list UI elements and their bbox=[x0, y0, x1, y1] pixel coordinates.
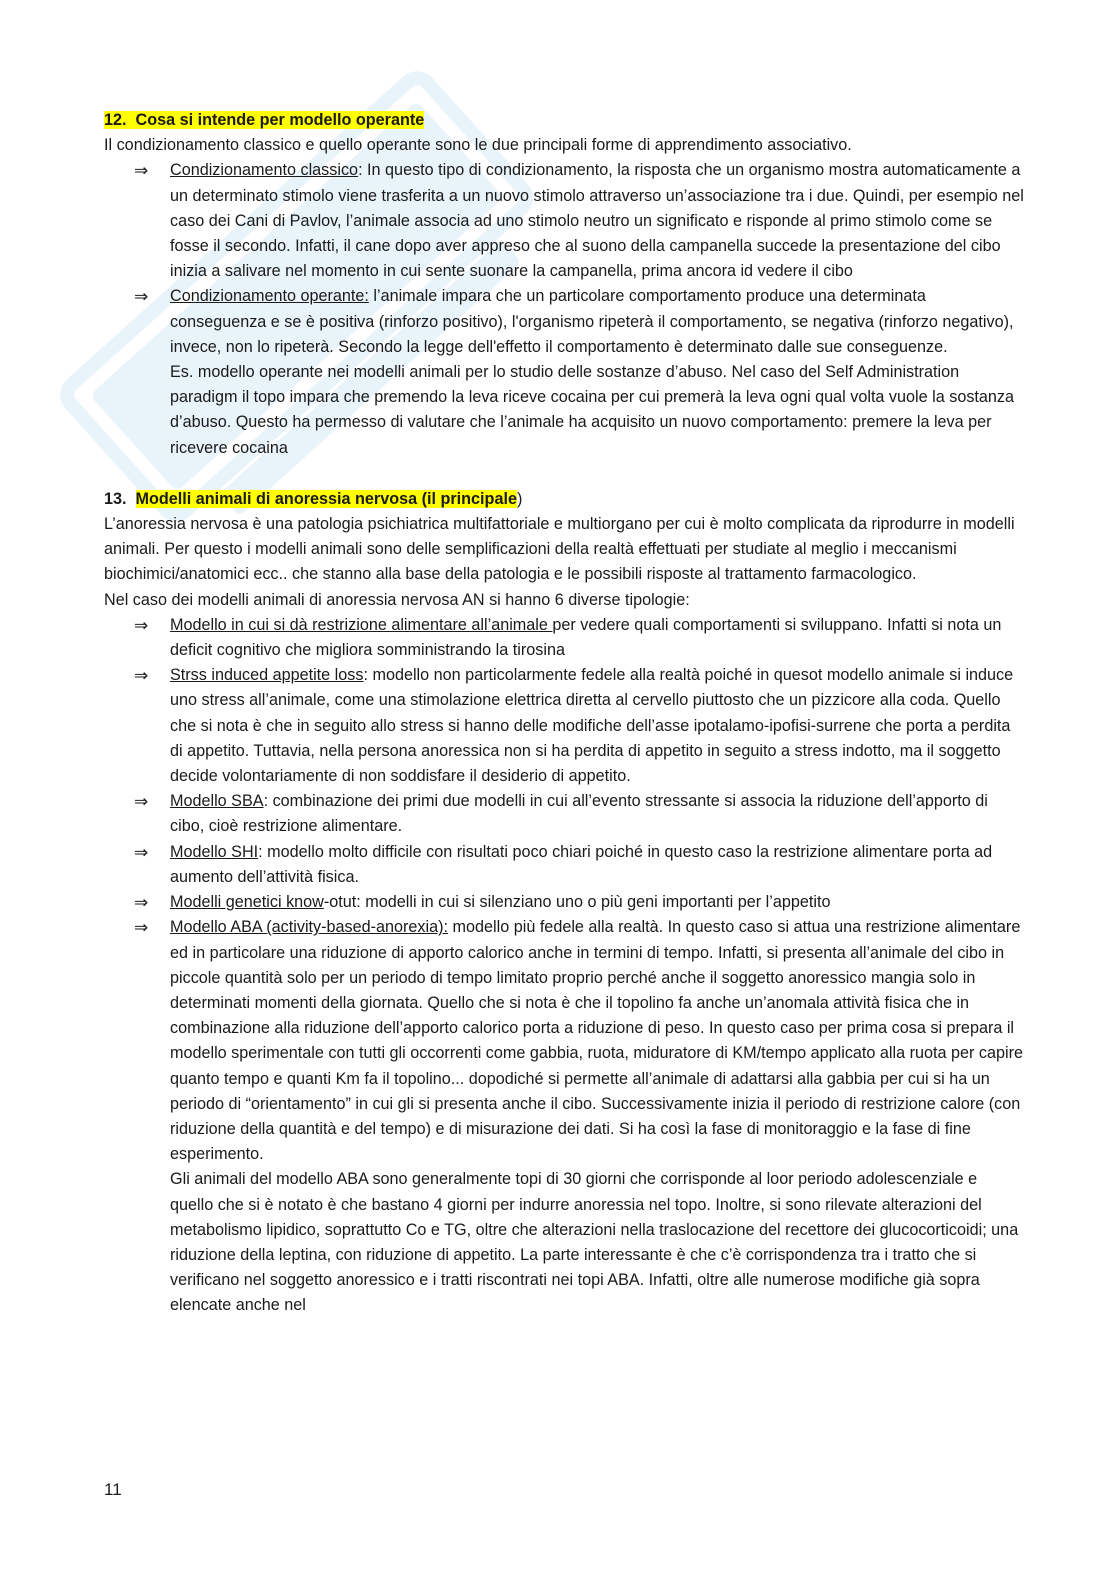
list-item bbox=[104, 915, 1024, 1318]
section-13-heading bbox=[104, 487, 1024, 512]
item-text: -otut: modelli in cui si silenziano uno o più geni importanti per l’appetito bbox=[323, 893, 831, 912]
section-12-list bbox=[104, 158, 1024, 460]
page-number: 11 bbox=[104, 1480, 122, 1499]
section-12-intro: Il condizionamento classico e quello operante sono le due principali forme di apprendimento associativo. bbox=[104, 136, 852, 155]
item-text: In questo tipo di condizionamento, la risposta che un organismo mostra automaticamente a un determinato stimolo viene trasferita a un nuovo stimolo attraverso un’associazione tra i due. Quindi, per esempio nel caso dei Cani di Pavlov, l’animale associa ad uno stimolo neutro un significato e risponde al primo stimolo come se fosse il secondo. Infatti, il cane dopo aver appreso che al suono della campanella succede la presentazione del cibo inizia a salivare nel momento in cui sente suonare la campanella, prima ancora id vedere il cibo bbox=[170, 161, 1024, 281]
item-text: : combinazione dei primi due modelli in cui all’evento stressante si associa la riduzione dell’apporto di cibo, cioè restrizione alimentare. bbox=[170, 792, 988, 836]
double-arrow-icon: ⇒ bbox=[134, 161, 149, 181]
list-item bbox=[104, 890, 1024, 915]
double-arrow-icon: ⇒ bbox=[134, 918, 149, 938]
item-label-suffix: : bbox=[358, 161, 363, 180]
item-label: Condizionamento classico bbox=[170, 161, 359, 180]
item-label: Modello ABA (activity-based-anorexia): bbox=[170, 918, 449, 937]
section-13-number: 13. bbox=[104, 489, 127, 508]
list-item bbox=[104, 613, 1024, 663]
list-item bbox=[104, 840, 1024, 890]
item-text: per vedere quali comportamenti si sviluppano. Infatti si nota un deficit cognitivo che migliora somministrando la tirosina bbox=[170, 615, 1002, 660]
double-arrow-icon: ⇒ bbox=[134, 893, 149, 913]
section-13-intro: L’anoressia nervosa è una patologia psichiatrica multifattoriale e multiorgano per cui è molto complicata da riprodurre in modelli animali. Per questo i modelli animali sono delle semplificazioni della realtà effettuati per studiate al meglio i meccanismi biochimici/anatomici ecc.. che stanno alla base della patologia e le possibili risposte al trattamento farmacologico. bbox=[104, 515, 1015, 584]
item-text: l’animale impara che un particolare comportamento produce una determinata conseguenza e se è positiva (rinforzo positivo), l'organismo ripeterà il comportamento, se negativa (rinforzo negativo), invece, non lo ripeterà. Secondo la legge dell'effetto il comportamento è determinato dalle sue conseguenze. bbox=[170, 287, 1014, 356]
item-text: modello più fedele alla realtà. In questo caso si attua una restrizione alimentare ed in particolare una riduzione di apporto calorico anche in termini di tempo. Infatti, si presenta all’animale del cibo in piccole quantità solo per un periodo di tempo limitato proprio perché anche il soggetto anoressico mangia solo in determinati momenti della giornata. Quello che si nota è che il topolino fa anche un’anomala attività fisica che in combinazione alla riduzione dell’apporto calorico porta a riduzione di peso. In questo caso per prima cosa si prepara il modello sperimentale con tutti gli occorrenti come gabbia, ruota, miduratore di KM/tempo applicato alla ruota per capire quanto tempo e quanti Km fa il topolino... dopodiché si permette all’animale di adattarsi alla gabbia per cui si ha un periodo di “orientamento” in cui gli si presenta anche il cibo. Successivamente inizia il periodo di restrizione calore (con riduzione della quantità e del tempo) e di misurazione dei dati. Si ha così la fase di monitoraggio e la fase di fine esperimento. bbox=[170, 918, 1023, 1164]
section-13-intro-types: Nel caso dei modelli animali di anoressia nervosa AN si hanno 6 diverse tipologie: bbox=[104, 590, 690, 609]
item-label: Modello SHI bbox=[170, 842, 259, 861]
section-12-heading bbox=[104, 108, 1024, 133]
item-label: Modello SBA bbox=[170, 792, 264, 811]
item-label: Modelli genetici know bbox=[170, 893, 324, 912]
item-extra-text: Es. modello operante nei modelli animali per lo studio delle sostanze d’abuso. Nel caso del Self Administration paradigm il topo impara che premendo la leva riceve cocaina per cui premerà la leva ogni qual volta vuole la sostanza d’abuso. Questo ha permesso di valutare che l’animale ha acquisito un nuovo comportamento: premere la leva per ricevere cocaina bbox=[170, 363, 1015, 457]
item-label: Condizionamento operante: bbox=[170, 287, 369, 306]
item-label: Modello in cui si dà restrizione alimentare all’animale bbox=[170, 615, 553, 634]
list-item bbox=[104, 789, 1024, 839]
item-extra-text: Gli animali del modello ABA sono generalmente topi di 30 giorni che corrisponde al loor periodo adolescenziale e quello che si è notato è che bastano 4 giorni per indurre anoressia nel topo. Inoltre, si sono rilevate alterazioni del metabolismo lipidico, soprattutto Co e TG, oltre che alterazioni nella traslocazione del recettore dei glucocorticoidi; una riduzione della leptina, con riduzione di appetito. La parte interessante è che c’è corrispondenza tra i tratto che si verificano nel soggetto anoressico e i tratti riscontrati nei topi ABA. Infatti, oltre alle numerose modifiche già sopra elencate anche nel bbox=[170, 1170, 1019, 1315]
double-arrow-icon: ⇒ bbox=[134, 792, 149, 812]
double-arrow-icon: ⇒ bbox=[134, 287, 149, 307]
list-item bbox=[104, 663, 1024, 789]
item-text: : modello non particolarmente fedele alla realtà poiché in quesot modello animale si induce uno stress all’animale, come una stimolazione elettrica diretta al cervello piuttosto che un pizzicore alla coda. Quello che si nota è che in seguito allo stress si hanno delle modifiche dell’asse ipotalamo-ipofisi-surrene che porta a perdita di appetito. Tuttavia, nella persona anoressica non si ha perdita di appetito in seguito a stress indotto, ma il soggetto decide volontariamente di non soddisfare il desiderio di appetito. bbox=[170, 666, 1014, 786]
list-item bbox=[104, 158, 1024, 284]
double-arrow-icon: ⇒ bbox=[134, 615, 149, 635]
section-12-number: 12. bbox=[104, 111, 127, 129]
section-13-list bbox=[104, 613, 1024, 1319]
item-label: Strss induced appetite loss bbox=[170, 666, 364, 685]
item-text: : modello molto difficile con risultati poco chiari poiché in questo caso la restrizione alimentare porta ad aumento dell’attività fisica. bbox=[170, 842, 993, 886]
section-13-title-close: ) bbox=[516, 489, 523, 508]
double-arrow-icon: ⇒ bbox=[134, 666, 149, 686]
document-page bbox=[104, 108, 1024, 1319]
section-13-title: Modelli animali di anoressia nervosa (il principale bbox=[135, 489, 517, 508]
section-12-title: Cosa si intende per modello operante bbox=[135, 111, 425, 129]
list-item bbox=[104, 284, 1024, 460]
double-arrow-icon: ⇒ bbox=[134, 842, 149, 862]
